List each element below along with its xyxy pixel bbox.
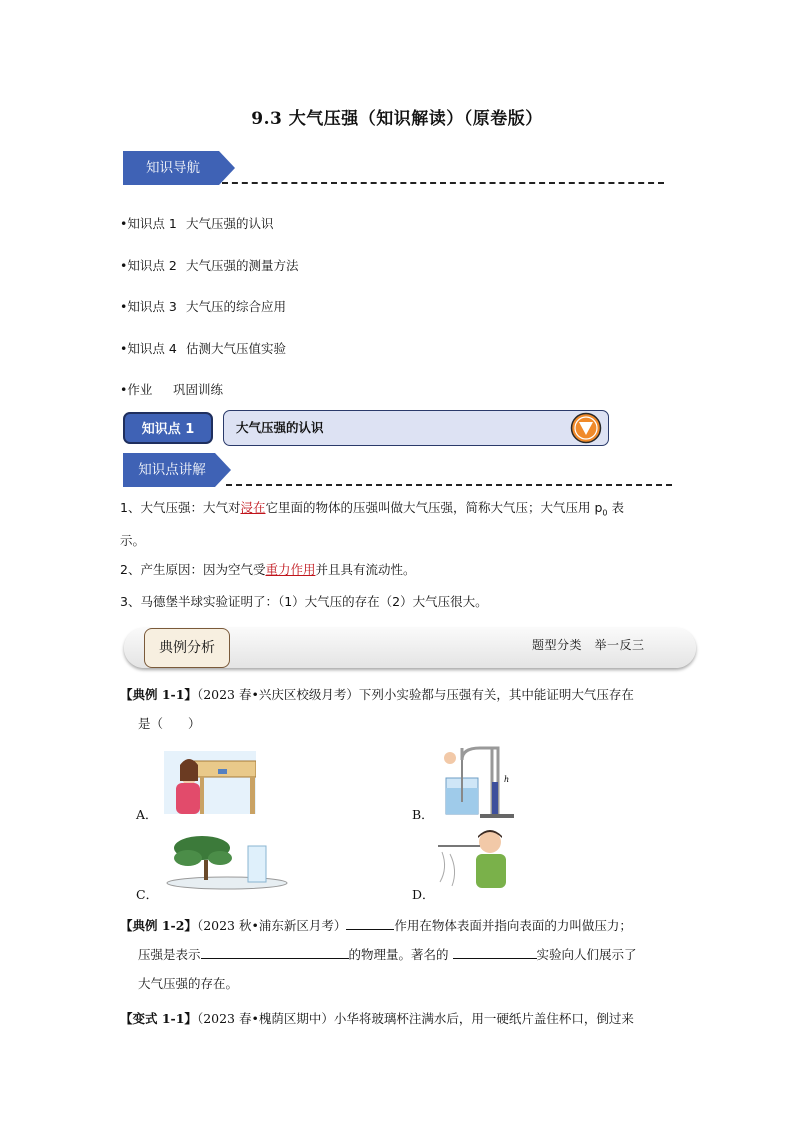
option-c-label[interactable]: C． [136,887,159,902]
question-text: 实验向人们展示了 [536,947,637,962]
toc-item-num: •知识点 2 [120,258,177,273]
option-d-image [436,826,510,892]
answer-blank[interactable] [453,944,537,959]
question-text: 是（ ） [138,716,201,731]
variant-1-1 [120,1004,690,1033]
question-text: 下列小实验都与压强有关，其中能证明大气压存在 [358,687,634,702]
question-1-1 [120,680,680,738]
question-text: 的物理量。著名的 [348,947,453,962]
question-tag: 【典例 1-2】 [120,918,197,933]
question-source: （2023 春•兴庆区校级月考） [196,687,359,702]
question-text: 大气压强的存在。 [138,976,239,991]
toc-item-label: 大气压的综合应用 [186,299,287,314]
question-tag: 【典例 1-1】 [120,687,197,702]
explain-banner [123,453,231,487]
toc-item-label: 估测大气压值实验 [186,341,287,356]
question-source: （2023 秋•浦东新区月考） [196,918,347,933]
example-bar-right: 题型分类 举一反三 [532,638,645,652]
toc-item [120,380,223,398]
option-b-label[interactable]: B． [412,807,434,822]
page-title: 9.3 大气压强（知识解读）（原卷版） [251,109,543,129]
toc-item-label: 大气压强的测量方法 [186,258,299,273]
option-d-label[interactable]: D． [412,887,435,902]
question-text: 作用在物体表面并指向表面的力叫做压力； [394,918,632,933]
question-1-2 [120,911,690,998]
toc-item-num: •知识点 4 [120,341,177,356]
example-bar-label: 典例分析 [144,628,230,668]
option-a-image [164,751,256,814]
point-2-text: 并且具有流动性。 [315,562,416,577]
question-text: 小华将玻璃杯注满水后，用一硬纸片盖住杯口，倒过来 [333,1011,634,1026]
question-text: 压强是表示 [138,947,201,962]
option-b-image [436,742,518,818]
point-1-text: 示。 [120,532,146,548]
toc-item [120,297,286,315]
question-source: （2023 春•槐荫区期中） [196,1011,334,1026]
toc-item-num: •知识点 1 [120,216,177,231]
question-tag: 【变式 1-1】 [120,1011,197,1026]
kp1-tag: 知识点 1 [123,412,213,444]
answer-blank[interactable] [346,915,394,930]
toc-item-num: •知识点 3 [120,299,177,314]
point-1-highlight: 浸在 [240,500,266,515]
explain-divider [226,484,672,486]
nav-banner-label: 知识导航 [146,160,200,176]
point-1 [120,494,680,554]
toc-item-num: •作业 [120,382,153,397]
point-1-text: 表 [607,500,624,515]
nav-banner [123,151,235,185]
point-2-text: 2、产生原因：因为空气受 [120,562,266,577]
option-c-image [164,830,290,892]
svg-text:h: h [504,775,510,784]
point-2 [120,556,680,583]
point-1-subscript: 0 [602,508,608,518]
point-1-text: 1、大气压强：大气对 [120,500,241,515]
point-2-highlight: 重力作用 [265,562,316,577]
toc-item-label: 巩固训练 [173,382,224,397]
kp1-title-box [223,410,609,446]
kp1-title: 大气压强的认识 [236,420,324,435]
toc-item-label: 大气压强的认识 [186,216,274,231]
option-a-label[interactable]: A． [136,807,158,822]
point-1-text: 它里面的物体的压强叫做大气压强，简称大气压；大气压用 p [265,500,603,515]
explain-banner-label: 知识点讲解 [138,462,206,478]
toc-item [120,339,286,357]
toc-item [120,256,299,274]
point-3: 3、马德堡半球实验证明了：（1）大气压的存在（2）大气压很大。 [120,594,488,609]
nav-divider [222,182,664,184]
toc-item [120,214,274,232]
expand-triangle-icon[interactable] [570,412,602,444]
answer-blank[interactable] [201,944,349,959]
